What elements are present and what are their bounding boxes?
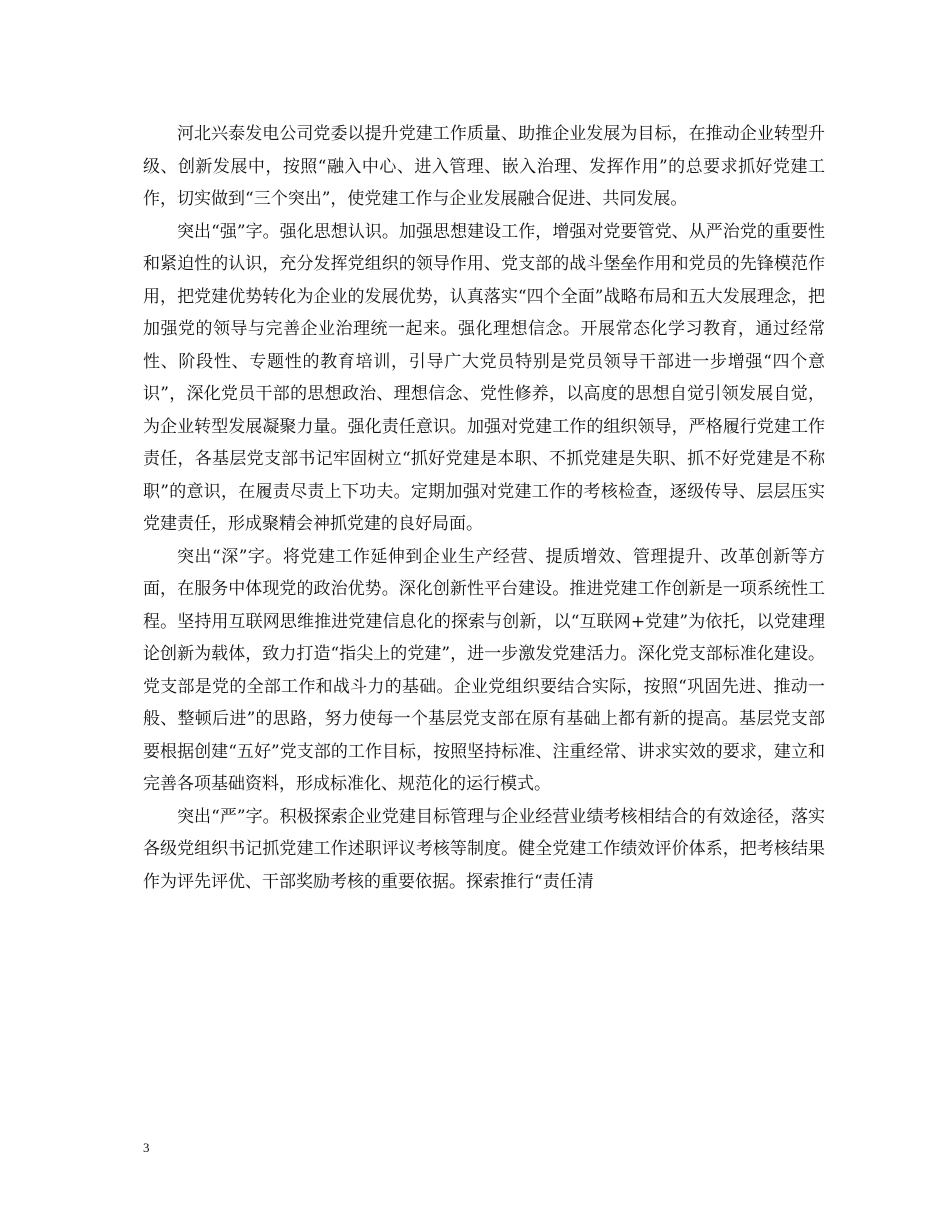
page-number: 3	[143, 1140, 150, 1155]
paragraph-deep: 突出“深”字。将党建工作延伸到企业生产经营、提质增效、管理提升、改革创新等方面，在服务中体现党的政治优势。深化创新性平台建设。推进党建工作创新是一项系统性工程。坚持用互联网思维推进党建信息化的探索与创新，以“互联网+党建”为依托，以党建理论创新为载体，致力打造“指尖上的党建”，进一步激发党建活力。深化党支部标准化建设。党支部是党的全部工作和战斗力的基础。企业党组织要结合实际，按照“巩固先进、推动一般、整顿后进”的思路，努力使每一个基层党支部在原有基础上都有新的提高。基层党支部要根据创建“五好”党支部的工作目标，按照坚持标准、注重经常、讲求实效的要求，建立和完善各项基础资料，形成标准化、规范化的运行模式。	[143, 546, 825, 794]
paragraph-strong: 突出“强”字。强化思想认识。加强思想建设工作，增强对党要管党、从严治党的重要性和紧迫性的认识，充分发挥党组织的领导作用、党支部的战斗堡垒作用和党员的先锋模范作用，把党建优势转化为企业的发展优势，认真落实“四个全面”战略布局和五大发展理念，把加强党的领导与完善企业治理统一起来。强化理想信念。开展常态化学习教育，通过经常性、阶段性、专题性的教育培训，引导广大党员特别是党员领导干部进一步增强“四个意识”，深化党员干部的思想政治、理想信念、党性修养，以高度的思想自觉引领发展自觉，为企业转型发展凝聚力量。强化责任意识。加强对党建工作的组织领导，严格履行党建工作责任，各基层党支部书记牢固树立“抓好党建是本职、不抓党建是失职、抓不好党建是不称职”的意识，在履责尽责上下功夫。定期加强对党建工作的考核检查，逐级传导、层层压实党建责任，形成聚精会神抓党建的良好局面。	[143, 221, 825, 534]
document-body	[143, 118, 825, 898]
paragraph-intro: 河北兴泰发电公司党委以提升党建工作质量、助推企业发展为目标，在推动企业转型升级、创新发展中，按照“融入中心、进入管理、嵌入治理、发挥作用”的总要求抓好党建工作，切实做到“三个突出”，使党建工作与企业发展融合促进、共同发展。	[143, 124, 825, 209]
paragraph-strict: 突出“严”字。积极探索企业党建目标管理与企业经营业绩考核相结合的有效途径，落实各级党组织书记抓党建工作述职评议考核等制度。健全党建工作绩效评价体系，把考核结果作为评先评优、干部奖励考核的重要依据。探索推行“责任清	[143, 806, 825, 892]
